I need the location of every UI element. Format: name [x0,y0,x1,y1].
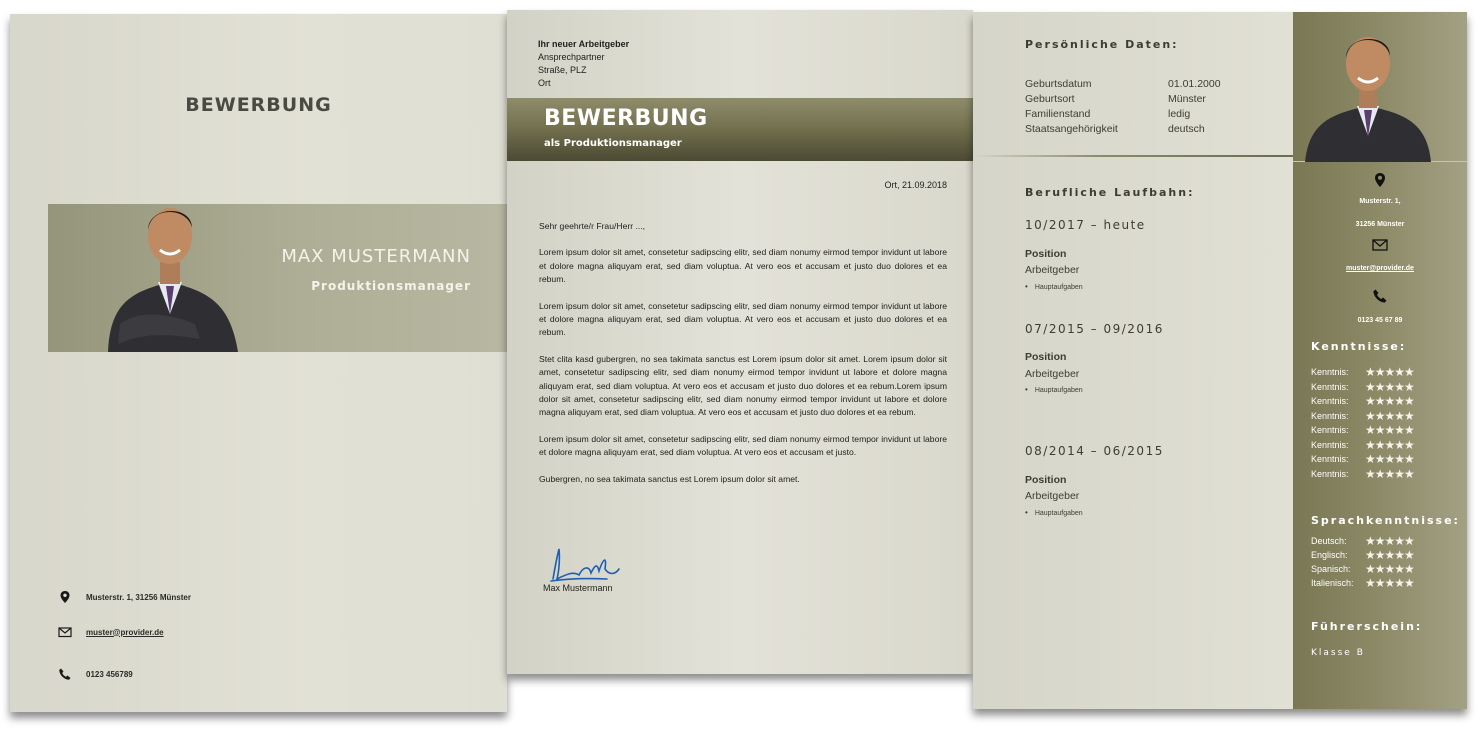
personal-label: Geburtsort [1025,93,1075,105]
skill-label: Kenntnis: [1311,410,1349,421]
letter-date: Ort, 21.09.2018 [884,180,947,190]
career-task: • Hauptaufgaben [1025,508,1083,517]
letter-paragraph: Lorem ipsum dolor sit amet, consetetur sadipscing elitr, sed diam nonumy eirmod tempor invidunt ut labore et dolore magna aliquyam erat, sed diam voluptua. At vero eos et accusam et justo duo dolores et ea rebum. [539,300,947,338]
language-label: Spanisch: [1311,564,1351,574]
career-position: Position [1025,351,1067,363]
cv-page [973,12,1467,709]
recipient-company: Ihr neuer Arbeitgeber [538,39,630,49]
cover-email-link[interactable]: muster@provider.de [86,627,164,637]
letter-body [539,220,947,499]
handwritten-signature [545,545,625,587]
language-label: Deutsch: [1311,536,1347,546]
letter-paragraph: Lorem ipsum dolor sit amet, consetetur sadipscing elitr, sed diam nonumy eirmod tempor invidunt ut labore et dolore magna aliquyam erat, sed diam voluptua. At vero eos et accusam et justo duo dolores et ea rebum. [539,247,947,285]
language-rating-stars: ★★★★★ [1365,562,1414,576]
license-heading: Führerschein: [1311,620,1423,633]
skill-rating-stars: ★★★★★ [1365,452,1414,466]
skill-rating-stars: ★★★★★ [1365,394,1414,408]
personal-label: Staatsangehörigkeit [1025,123,1118,135]
phone-icon [58,667,72,681]
cover-address-row [58,590,191,604]
location-pin-icon [58,590,72,604]
cover-address: Musterstr. 1, 31256 Münster [86,592,191,602]
sidebar-email-link[interactable]: muster@provider.de [1346,265,1414,272]
section-divider [973,155,1293,157]
career-period: 10/2017 – heute [1025,218,1146,232]
skill-rating-stars: ★★★★★ [1365,423,1414,437]
skill-rating-stars: ★★★★★ [1365,466,1414,481]
cover-portrait-photo [100,174,240,352]
career-task: • Hauptaufgaben [1025,282,1083,291]
recipient-address [538,38,629,90]
letter-paragraph: Lorem ipsum dolor sit amet, consetetur sadipscing elitr, sed diam nonumy eirmod tempor invidunt ut labore et dolore magna aliquyam erat, sed diam voluptua. At vero eos et accusam et justo. [539,433,947,458]
career-position: Position [1025,248,1067,260]
career-employer: Arbeitgeber [1025,368,1080,380]
phone-icon [1372,288,1388,304]
letter-header-band [507,98,973,161]
language-rating-stars: ★★★★★ [1365,576,1414,590]
skill-rating-stars: ★★★★★ [1365,437,1414,452]
letter-paragraph: Gubergren, no sea takimata sanctus est Lorem ipsum dolor sit amet. [539,473,800,484]
personal-value: Münster [1168,93,1206,105]
skill-label: Kenntnis: [1311,396,1349,406]
sidebar-address-line2: 31256 Münster [1355,221,1405,228]
recipient-city: Ort [538,78,551,88]
skill-rating-stars: ★★★★★ [1365,408,1414,423]
cover-title: BEWERBUNG [185,94,332,116]
cover-page [10,14,507,712]
sidebar-phone: 0123 45 67 89 [1357,317,1403,324]
career-period: 08/2014 – 06/2015 [1025,444,1164,458]
cover-letter-page [507,10,973,674]
career-task: • Hauptaufgaben [1025,385,1083,394]
sidebar-address-line1: Musterstr. 1, [1359,198,1401,205]
cover-phone: 0123 456789 [86,669,133,679]
skill-label: Kenntnis: [1311,454,1349,464]
cv-portrait-photo [1301,12,1435,162]
letter-salutation: Sehr geehrte/r Frau/Herr ..., [539,221,646,231]
career-heading: Berufliche Laufbahn: [1025,186,1195,199]
personal-value: ledig [1168,108,1191,120]
personal-label: Geburtsdatum [1025,78,1092,90]
letter-subtitle: als Produktionsmanager [544,138,682,149]
languages-heading: Sprachkenntnisse: [1311,514,1460,527]
cover-email-row[interactable] [58,625,164,639]
career-employer: Arbeitgeber [1025,490,1080,502]
language-label: Englisch: [1311,550,1348,560]
skill-label: Kenntnis: [1311,425,1349,435]
license-value: Klasse B [1311,648,1365,658]
personal-value: 01.01.2000 [1168,78,1221,90]
career-employer: Arbeitgeber [1025,264,1080,276]
personal-label: Familienstand [1025,108,1091,120]
language-rating-stars: ★★★★★ [1365,548,1414,562]
envelope-icon [1372,237,1388,253]
letter-signature-name: Max Mustermann [543,583,613,593]
letter-title: BEWERBUNG [544,106,708,131]
personal-value: deutsch [1168,123,1205,135]
language-label: Italienisch: [1311,578,1354,588]
career-period: 07/2015 – 09/2016 [1025,322,1164,336]
recipient-contact: Ansprechpartner [538,52,605,62]
skill-label: Kenntnis: [1311,468,1349,479]
cover-job-title: Produktionsmanager [311,279,471,293]
cover-applicant-name: MAX MUSTERMANN [281,246,471,267]
skill-label: Kenntnis: [1311,381,1349,392]
recipient-street: Straße, PLZ [538,65,587,75]
career-position: Position [1025,474,1067,486]
location-pin-icon [1372,172,1388,188]
skill-rating-stars: ★★★★★ [1365,365,1414,379]
skill-label: Kenntnis: [1311,367,1349,377]
cover-phone-row [58,667,133,681]
personal-data-heading: Persönliche Daten: [1025,38,1179,51]
skill-rating-stars: ★★★★★ [1365,379,1414,394]
skill-label: Kenntnis: [1311,439,1349,450]
skills-heading: Kenntnisse: [1311,340,1407,353]
envelope-icon [58,625,72,639]
language-rating-stars: ★★★★★ [1365,534,1414,548]
letter-paragraph: Stet clita kasd gubergren, no sea takimata sanctus est Lorem ipsum dolor sit amet. Lorem ipsum dolor sit amet, consetetur sadipscing elitr, sed diam nonumy eirmod tempor invidunt ut labore et dolore magna aliquyam erat, sed diam voluptua. At vero eos et accusam et justo duo dolores et ea rebum.Lorem ipsum dolor sit amet, consetetur sadipscing elitr, sed diam nonumy eirmod tempor invidunt ut labore et dolore magna aliquyam erat, sed diam voluptua. At vero eos et accusam et justo duo dolores et ea rebum. [539,353,947,418]
